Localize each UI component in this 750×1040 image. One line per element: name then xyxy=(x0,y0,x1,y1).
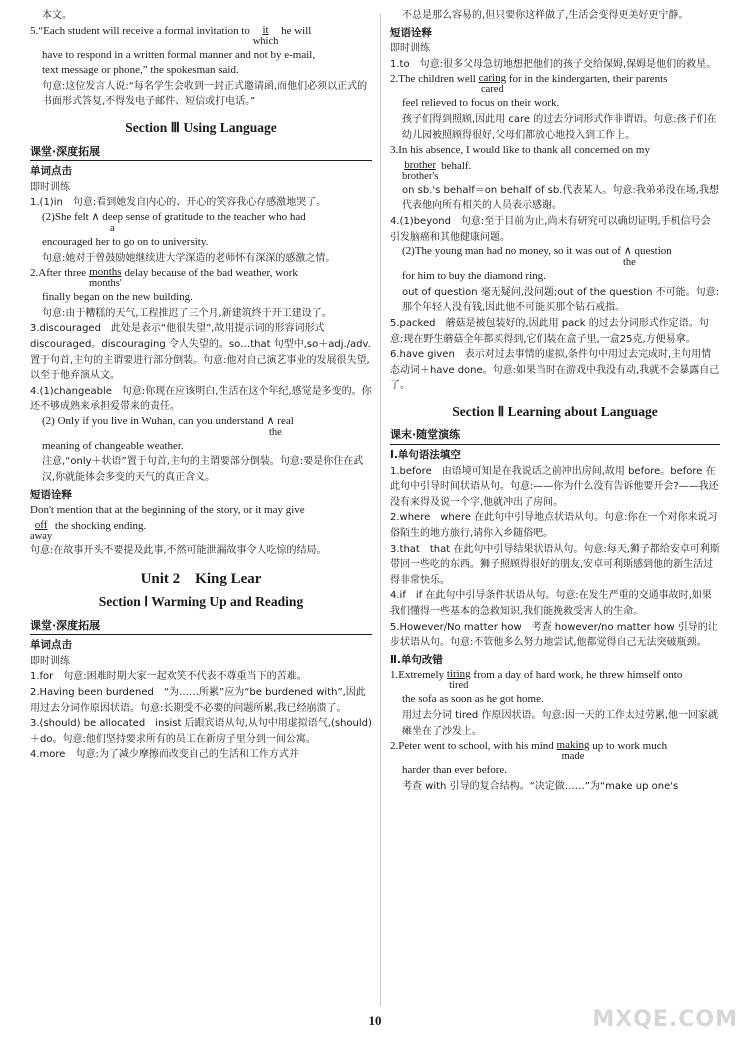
subheading-drill: 即时训练 xyxy=(30,181,70,193)
answer-item: brother brother's behalf. xyxy=(402,158,472,182)
answer-line: 3.In his absence, I would like to thank all concerned on my xyxy=(390,144,650,157)
answer-item: 2.The children well caring cared for in the kindergarten, their parents xyxy=(390,72,668,96)
answer-note: 孩子们得到照顾,因此用 care 的过去分词形式作非谓语。句意:孩子们在幼儿园被照顾得很好,父母们都放心地投入到工作上。 xyxy=(402,113,717,141)
answer-line: text message or phone,” the spokesman said. xyxy=(42,64,239,77)
subheading: 单词点击 xyxy=(30,639,72,652)
band-heading: 课末·随堂演练 xyxy=(390,427,720,445)
subheading-drill: 即时训练 xyxy=(390,43,430,55)
correction: making made xyxy=(556,739,590,763)
answer-note: 句意:她对于曾鼓励她继续进大学深造的老师怀有深深的感激之情。 xyxy=(42,252,336,264)
answer-item: 1.for 句意:困难时期大家一起欢笑不代表不尊重当下的苦难。 xyxy=(30,671,307,683)
page-number: 10 xyxy=(368,1013,382,1028)
answer-line: for him to buy the diamond ring. xyxy=(402,270,546,283)
answer-item: 3.(should) be allocated insist 后跟宾语从句,从句中用虚拟语气,(should)＋do。句意:他们坚持要求所有的员工在新房子里分到一间公寓。 xyxy=(30,718,372,745)
subheading: 短语诠释 xyxy=(30,488,72,501)
answer-item: 5.packed 蘑菇是被包装好的,因此用 pack 的过去分词形式作定语。句意:现在野生蘑菇全年都买得到,它们装在盒子里,一盒25克,方便易拿。 xyxy=(390,317,709,345)
answer-item: 2.After three months months' delay because of the bad weather, work xyxy=(30,266,298,290)
answer-item: 4.more 句意:为了减少摩擦而改变自己的生活和工作方式并 xyxy=(30,749,299,761)
answer-line: have to respond in a written formal manner and not by e-mail, xyxy=(42,48,316,61)
answer-item: 1.(1)in 句意:看到她发自内心的、开心的笑容我心存感激地哭了。 xyxy=(30,197,327,209)
answer-line: the sofa as soon as he got home. xyxy=(402,693,544,706)
correction: caring cared xyxy=(478,72,507,96)
answer-item: 5.However/No matter how 考查 however/no matter how 引导的让步状语从句。句意:不管他多么努力地尝试,他都觉得自己无法突破瓶颈。 xyxy=(390,621,718,649)
subheading: Ⅰ.单句语法填空 xyxy=(390,449,461,462)
correction: tiring tired xyxy=(446,668,471,692)
answer-item: 4.(1)beyond 句意:至于目前为止,尚未有研究可以确切证明,手机信号会引发脑癌和其他健康问题。 xyxy=(390,215,711,243)
answer-line: harder than ever before. xyxy=(402,764,508,777)
answer-item xyxy=(390,245,720,269)
subheading-drill: 即时训练 xyxy=(30,655,70,667)
continued-text: 本文。 xyxy=(42,10,72,21)
answer-note: 考查 with 引导的复合结构。“决定做……”为“make up one's xyxy=(402,780,679,792)
answer-item: 4.if if 在此句中引导条件状语从句。句意:在发生严重的交通事故时,如果我们懂得一些基本的急救知识,我们能挽救受害人的生命。 xyxy=(390,590,712,617)
section-title: Section Ⅱ Learning about Language xyxy=(452,403,658,419)
answer-item: 1.Extremely tiring tired from a day of hard work, he threw himself onto xyxy=(390,668,683,692)
continued-text: 不总是那么容易的,但只要你这样做了,生活会变得更美好更宁静。 xyxy=(402,10,689,21)
answer-item: off away the shocking ending. xyxy=(30,518,147,542)
answer-line: meaning of changeable weather. xyxy=(42,439,184,452)
correction: (2)The young man had no money, so it was out of ∧ question the xyxy=(402,245,672,269)
answer-item: 5.“Each student will receive a formal invitation to it which he will xyxy=(30,23,312,47)
correction: off away xyxy=(30,518,53,542)
answer-item: 3.discouraged 此处是表示“他很失望”,故用提示词的形容词形式 discouraged。discouraging 令人失望的。so…that 句型中,so＋adj./adv.置于句首,主句的主谓要进行部分倒装。句意:他对自己演艺事业的发展很失望,以至于他弃演从文。 xyxy=(30,323,371,382)
section-title: Section Ⅲ Using Language xyxy=(125,119,277,135)
answer-line: Don't mention that at the beginning of the story, or it may give xyxy=(30,504,305,517)
answer-item: 2.Peter went to school, with his mind making made up to work much xyxy=(390,739,668,763)
answer-note: 注意,“only＋状语”置于句首,主句的主谓要部分倒装。句意:要是你住在武汉,你就能体会多变的天气的真正含义。 xyxy=(42,456,364,484)
correction: months months' xyxy=(88,266,122,290)
section-title: Section Ⅰ Warming Up and Reading xyxy=(98,594,304,610)
answer-note: on sb.'s behalf＝on behalf of sb.代表某人。句意:我弟弟没在场,我想代表他向所有相关的人员表示感谢。 xyxy=(402,184,719,212)
unit-title: Unit 2 King Lear xyxy=(140,571,262,588)
answer-item: 2.where where 在此句中引导地点状语从句。句意:你在一个对你来说习俗陌生的地方旅行,请你入乡随俗吧。 xyxy=(390,512,718,540)
answer-item: 2.Having been burdened “为……所累”应为“be burdened with”,因此用过去分词作原因状语。句意:长期受不必要的问题所累,我已经崩溃了。 xyxy=(30,687,366,714)
answer-line: feel relieved to focus on their work. xyxy=(402,97,560,110)
answer-note: 用过去分词 tired 作原因状语。句意:因一天的工作太过劳累,他一回家就瘫坐在了沙发上。 xyxy=(402,709,718,737)
correction: brother brother's xyxy=(402,158,439,182)
right-column xyxy=(390,8,720,794)
answer-note: 句意:由于糟糕的天气,工程推迟了三个月,新建筑终于开工建设了。 xyxy=(42,307,332,319)
correction: it which xyxy=(252,23,279,47)
answer-note: out of question 毫无疑问,没问题;out of the question 不可能。句意:那个年轻人没有钱,因此他不可能买那个钻石戒指。 xyxy=(402,286,720,314)
answer-line: finally began on the new building. xyxy=(42,291,193,304)
subheading: 单词点击 xyxy=(30,165,72,178)
answer-note: 句意:在故事开头不要提及此事,不然可能泄漏故事令人吃惊的结局。 xyxy=(30,544,327,556)
left-column xyxy=(30,8,372,763)
answer-item xyxy=(30,415,372,439)
correction: (2)She felt ∧ deep sense of gratitude to the teacher who had a xyxy=(42,210,306,234)
band-heading: 课堂·深度拓展 xyxy=(30,144,372,162)
answer-item: 4.(1)changeable 句意:你现在应该明白,生活在这个年纪,感觉是多变的。你还不够成熟来承担爱带来的责任。 xyxy=(30,385,372,413)
answer-item: 1.to 句意:很多父母急切地想把他们的孩子交给保姆,保姆是他们的救星。 xyxy=(390,58,717,70)
answer-item: 6.have given 表示对过去事情的虚拟,条件句中用过去完成时,主句用情态动词＋have done。句意:如果当时在游戏中我没有动,我就不会暴露自己了。 xyxy=(390,349,720,392)
answer-item: 3.that that 在此句中引导结果状语从句。句意:每天,狮子都给安卓可利斯带回一些吃的东西。狮子照顾得很好的朋友,安卓可利斯感到他的新生活过得非常快乐。 xyxy=(390,543,720,586)
answer-note: 句意:这位发言人说:“每名学生会收到一封正式邀请函,而他们必须以正式的书面形式答复,不得发电子邮件、短信或打电话。” xyxy=(42,80,368,108)
answer-item xyxy=(30,211,372,235)
answer-line: encouraged her to go on to university. xyxy=(42,235,209,248)
column-divider xyxy=(380,14,381,1006)
correction: (2) Only if you live in Wuhan, can you understand ∧ real the xyxy=(42,414,294,438)
watermark: MXQE.COM xyxy=(592,1007,738,1032)
band-heading: 课堂·深度拓展 xyxy=(30,618,372,636)
answer-item: 1.before 由语境可知是在我说话之前冲出房间,故用 before。before 在此句中引导时间状语从句。句意:——你为什么没有告诉他要开会?——我还没有来得及说一个字,他就冲出了房间。 xyxy=(390,465,719,508)
subheading: Ⅱ.单句改错 xyxy=(390,653,443,666)
subheading: 短语诠释 xyxy=(390,26,432,39)
